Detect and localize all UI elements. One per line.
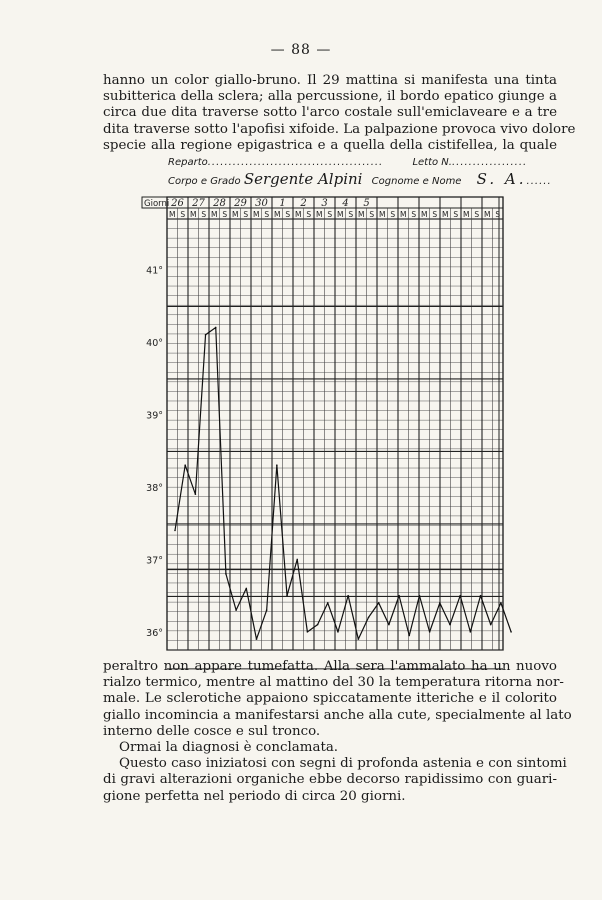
temperature-point (327, 602, 329, 604)
temperature-point (419, 595, 421, 597)
temperature-point (459, 595, 461, 597)
text-line: giallo incomincia a manifestarsi anche alla cute, specialmente al lato (103, 707, 572, 723)
sub-label-m: M (232, 210, 239, 219)
sub-label-s: S (369, 210, 375, 219)
sub-label-s: S (243, 210, 249, 219)
temperature-point (256, 638, 258, 640)
sub-label-s: S (432, 210, 438, 219)
temperature-point (174, 530, 176, 532)
temperature-point (307, 631, 309, 633)
sub-label-m: M (463, 210, 470, 219)
ytick-label: 38° (146, 482, 163, 494)
sub-label-m: M (358, 210, 365, 219)
temperature-point (470, 631, 472, 633)
day-label: 4 (342, 198, 349, 209)
sub-label-m: M (421, 210, 428, 219)
day-label: 3 (321, 198, 328, 209)
temperature-point (439, 602, 441, 604)
temperature-point (205, 334, 207, 336)
sub-label-s: S (411, 210, 417, 219)
temperature-point (398, 595, 400, 597)
xlabel-giorni: Giorni (144, 199, 170, 209)
temperature-point (408, 635, 410, 637)
sub-label-m: M (211, 210, 218, 219)
temperature-point (388, 624, 390, 626)
ytick-label: 36° (146, 627, 163, 639)
sub-label-s: S (453, 210, 459, 219)
corpo-handwritten-value: Sergente Alpini (243, 170, 363, 188)
text-line: peraltro non appare tumefatta. Alla sera l'ammalato ha un nuovo (103, 659, 557, 674)
sub-label-s: S (201, 210, 207, 219)
temperature-point (235, 609, 237, 611)
sub-label-m: M (337, 210, 344, 219)
text-line: hanno un color giallo-bruno. Il 29 mattina si manifesta una tinta (103, 73, 557, 88)
sub-label-s: S (348, 210, 354, 219)
sub-label-s: S (264, 210, 270, 219)
sub-label-s: S (222, 210, 228, 219)
text-line: dita traverse sotto l'apofisi xifoide. La palpazione provoca vivo dolore (103, 121, 576, 137)
text-line: Ormai la diagnosi è conclamata. (119, 740, 339, 756)
day-label: 28 (213, 198, 226, 209)
temperature-point (510, 631, 512, 633)
sub-label-s: S (285, 210, 291, 219)
text-line: male. Le sclerotiche appaiono spiccatamente itteriche e il colorito (103, 691, 557, 707)
paragraph-bottom (103, 659, 572, 805)
text-line: rialzo termico, mentre al mattino del 30 la temperatura ritorna nor- (103, 675, 564, 691)
temperature-point (378, 602, 380, 604)
temperature-point (449, 624, 451, 626)
temperature-point (184, 464, 186, 466)
nome-handwritten-value: S. A. (476, 170, 527, 188)
sub-label-s: S (306, 210, 312, 219)
sub-label-s: S (390, 210, 396, 219)
temperature-point (296, 559, 298, 561)
sub-label-m: M (316, 210, 323, 219)
sub-label-m: M (169, 210, 176, 219)
text-line: di gravi alterazioni organiche ebbe decorso rapidissimo con guari- (103, 772, 557, 788)
text-line: interno delle cosce e sul tronco. (103, 723, 321, 739)
sub-label-m: M (274, 210, 281, 219)
text-line: specie alla regione epigastrica e a quella della cistifellea, la quale (103, 137, 557, 153)
temperature-point (429, 631, 431, 633)
sub-label-m: M (400, 210, 407, 219)
temperature-point (245, 588, 247, 590)
corpo-label: Corpo e Grado (168, 176, 241, 187)
sub-label-m: M (442, 210, 449, 219)
ytick-label: 39° (146, 410, 163, 422)
temperature-point (500, 602, 502, 604)
sub-label-m: M (484, 210, 491, 219)
temperature-point (337, 631, 339, 633)
sub-label-s: S (495, 210, 501, 219)
day-label: 29 (234, 198, 247, 209)
text-line: circa due dita traverse sotto l'arco costale sull'emiclaveare e a tre (103, 105, 557, 121)
nome-label: Cognome e Nome (371, 176, 462, 187)
sub-label-m: M (295, 210, 302, 219)
temperature-point (276, 464, 278, 466)
sub-label-m: M (379, 210, 386, 219)
sub-label-m: M (253, 210, 260, 219)
temperature-point (317, 624, 319, 626)
page-number: — 88 — (270, 42, 332, 58)
text-line: Questo caso iniziatosi con segni di profonda astenia e con sintomi (119, 756, 567, 772)
temperature-point (195, 493, 197, 495)
ytick-label: 41° (146, 265, 163, 277)
day-label: 26 (171, 198, 184, 209)
sub-label-m: M (190, 210, 197, 219)
letto-label: Letto N. (412, 157, 452, 168)
form-reparto-row: Reparto.......................................... Letto N................... (168, 157, 528, 168)
ytick-label: 37° (146, 555, 163, 567)
temperature-point (225, 573, 227, 575)
temperature-point (266, 609, 268, 611)
day-label: 27 (192, 198, 205, 209)
temperature-point (215, 327, 217, 329)
sub-label-s: S (180, 210, 186, 219)
day-label: 1 (279, 198, 286, 209)
temperature-point (480, 595, 482, 597)
text-line: gione perfetta nel periodo di circa 20 giorni. (103, 788, 406, 804)
day-label: 2 (300, 198, 307, 209)
day-label: 30 (255, 198, 268, 209)
form-corpo-row: Corpo e Grado Sergente Alpini Cognome e Nome S. A....... (168, 170, 552, 188)
temperature-point (368, 617, 370, 619)
temperature-point (358, 638, 360, 640)
temperature-point (490, 624, 492, 626)
day-label: 5 (363, 198, 370, 209)
ytick-label: 40° (146, 337, 163, 349)
temperature-point (347, 595, 349, 597)
sub-label-s: S (474, 210, 480, 219)
reparto-label: Reparto (168, 157, 208, 168)
sub-label-s: S (327, 210, 333, 219)
temperature-point (286, 595, 288, 597)
text-line: subitterica della sclera; alla percussione, il bordo epatico giunge a (103, 89, 557, 105)
